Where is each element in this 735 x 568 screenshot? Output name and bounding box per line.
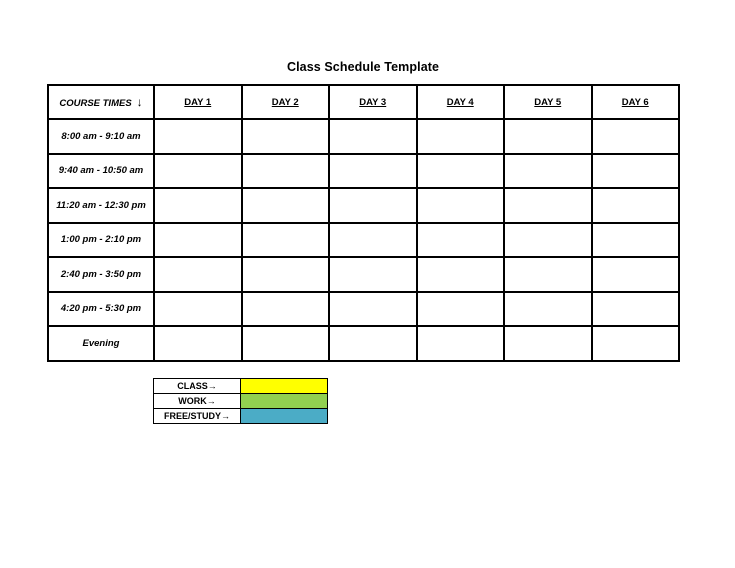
schedule-cell[interactable] <box>592 223 680 258</box>
schedule-cell[interactable] <box>592 292 680 327</box>
schedule-cell[interactable] <box>504 292 592 327</box>
day-header <box>417 85 505 119</box>
time-slot-label: Evening <box>48 326 154 361</box>
day-header-label: DAY 6 <box>621 96 649 108</box>
time-slot-label: 8:00 am - 9:10 am <box>48 119 154 154</box>
time-row <box>48 292 679 327</box>
time-row <box>48 154 679 189</box>
schedule-cell[interactable] <box>504 223 592 258</box>
schedule-cell[interactable] <box>504 188 592 223</box>
legend-row <box>154 379 328 394</box>
time-slot-label: 2:40 pm - 3:50 pm <box>48 257 154 292</box>
schedule-cell[interactable] <box>417 326 505 361</box>
schedule-cell[interactable] <box>504 326 592 361</box>
schedule-cell[interactable] <box>154 154 242 189</box>
schedule-cell[interactable] <box>242 188 330 223</box>
time-slot-label: 1:00 pm - 2:10 pm <box>48 223 154 258</box>
day-header <box>242 85 330 119</box>
schedule-cell[interactable] <box>417 154 505 189</box>
schedule-cell[interactable] <box>504 119 592 154</box>
schedule-cell[interactable] <box>417 119 505 154</box>
legend-color-swatch <box>241 379 328 394</box>
schedule-cell[interactable] <box>329 257 417 292</box>
legend-label: CLASS→ <box>154 379 241 394</box>
course-times-header <box>48 85 154 119</box>
legend-row <box>154 394 328 409</box>
time-row <box>48 223 679 258</box>
schedule-cell[interactable] <box>242 154 330 189</box>
course-times-label: COURSE TIMES <box>59 98 132 109</box>
schedule-cell[interactable] <box>592 188 680 223</box>
schedule-cell[interactable] <box>329 188 417 223</box>
time-row <box>48 257 679 292</box>
day-header <box>329 85 417 119</box>
schedule-cell[interactable] <box>329 292 417 327</box>
day-header <box>504 85 592 119</box>
schedule-cell[interactable] <box>592 326 680 361</box>
legend-color-swatch <box>241 394 328 409</box>
schedule-cell[interactable] <box>154 326 242 361</box>
day-header-label: DAY 2 <box>271 96 299 108</box>
schedule-cell[interactable] <box>154 119 242 154</box>
time-slot-label: 9:40 am - 10:50 am <box>48 154 154 189</box>
schedule-cell[interactable] <box>242 223 330 258</box>
schedule-cell[interactable] <box>592 119 680 154</box>
schedule-cell[interactable] <box>504 257 592 292</box>
schedule-cell[interactable] <box>154 292 242 327</box>
schedule-cell[interactable] <box>417 292 505 327</box>
schedule-cell[interactable] <box>592 154 680 189</box>
day-header-label: DAY 1 <box>184 96 212 108</box>
schedule-table <box>47 84 680 362</box>
legend-label: WORK→ <box>154 394 241 409</box>
time-row <box>48 326 679 361</box>
schedule-cell[interactable] <box>154 223 242 258</box>
schedule-cell[interactable] <box>329 154 417 189</box>
down-arrow-icon: ↓ <box>136 95 143 109</box>
schedule-cell[interactable] <box>154 257 242 292</box>
day-header <box>154 85 242 119</box>
time-slot-label: 11:20 am - 12:30 pm <box>48 188 154 223</box>
time-row <box>48 119 679 154</box>
schedule-cell[interactable] <box>417 188 505 223</box>
schedule-cell[interactable] <box>242 119 330 154</box>
color-legend <box>153 378 328 424</box>
legend-row <box>154 409 328 424</box>
schedule-cell[interactable] <box>329 326 417 361</box>
schedule-cell[interactable] <box>329 223 417 258</box>
page-title: Class Schedule Template <box>286 60 440 74</box>
schedule-cell[interactable] <box>417 223 505 258</box>
schedule-cell[interactable] <box>242 257 330 292</box>
schedule-cell[interactable] <box>154 188 242 223</box>
schedule-cell[interactable] <box>592 257 680 292</box>
header-row <box>48 85 679 119</box>
day-header <box>592 85 680 119</box>
schedule-cell[interactable] <box>242 326 330 361</box>
time-row <box>48 188 679 223</box>
schedule-cell[interactable] <box>329 119 417 154</box>
day-header-label: DAY 4 <box>446 96 474 108</box>
day-header-label: DAY 5 <box>534 96 562 108</box>
legend-label: FREE/STUDY→ <box>154 409 241 424</box>
schedule-cell[interactable] <box>417 257 505 292</box>
schedule-cell[interactable] <box>242 292 330 327</box>
schedule-cell[interactable] <box>504 154 592 189</box>
time-slot-label: 4:20 pm - 5:30 pm <box>48 292 154 327</box>
day-header-label: DAY 3 <box>359 96 387 108</box>
legend-color-swatch <box>241 409 328 424</box>
